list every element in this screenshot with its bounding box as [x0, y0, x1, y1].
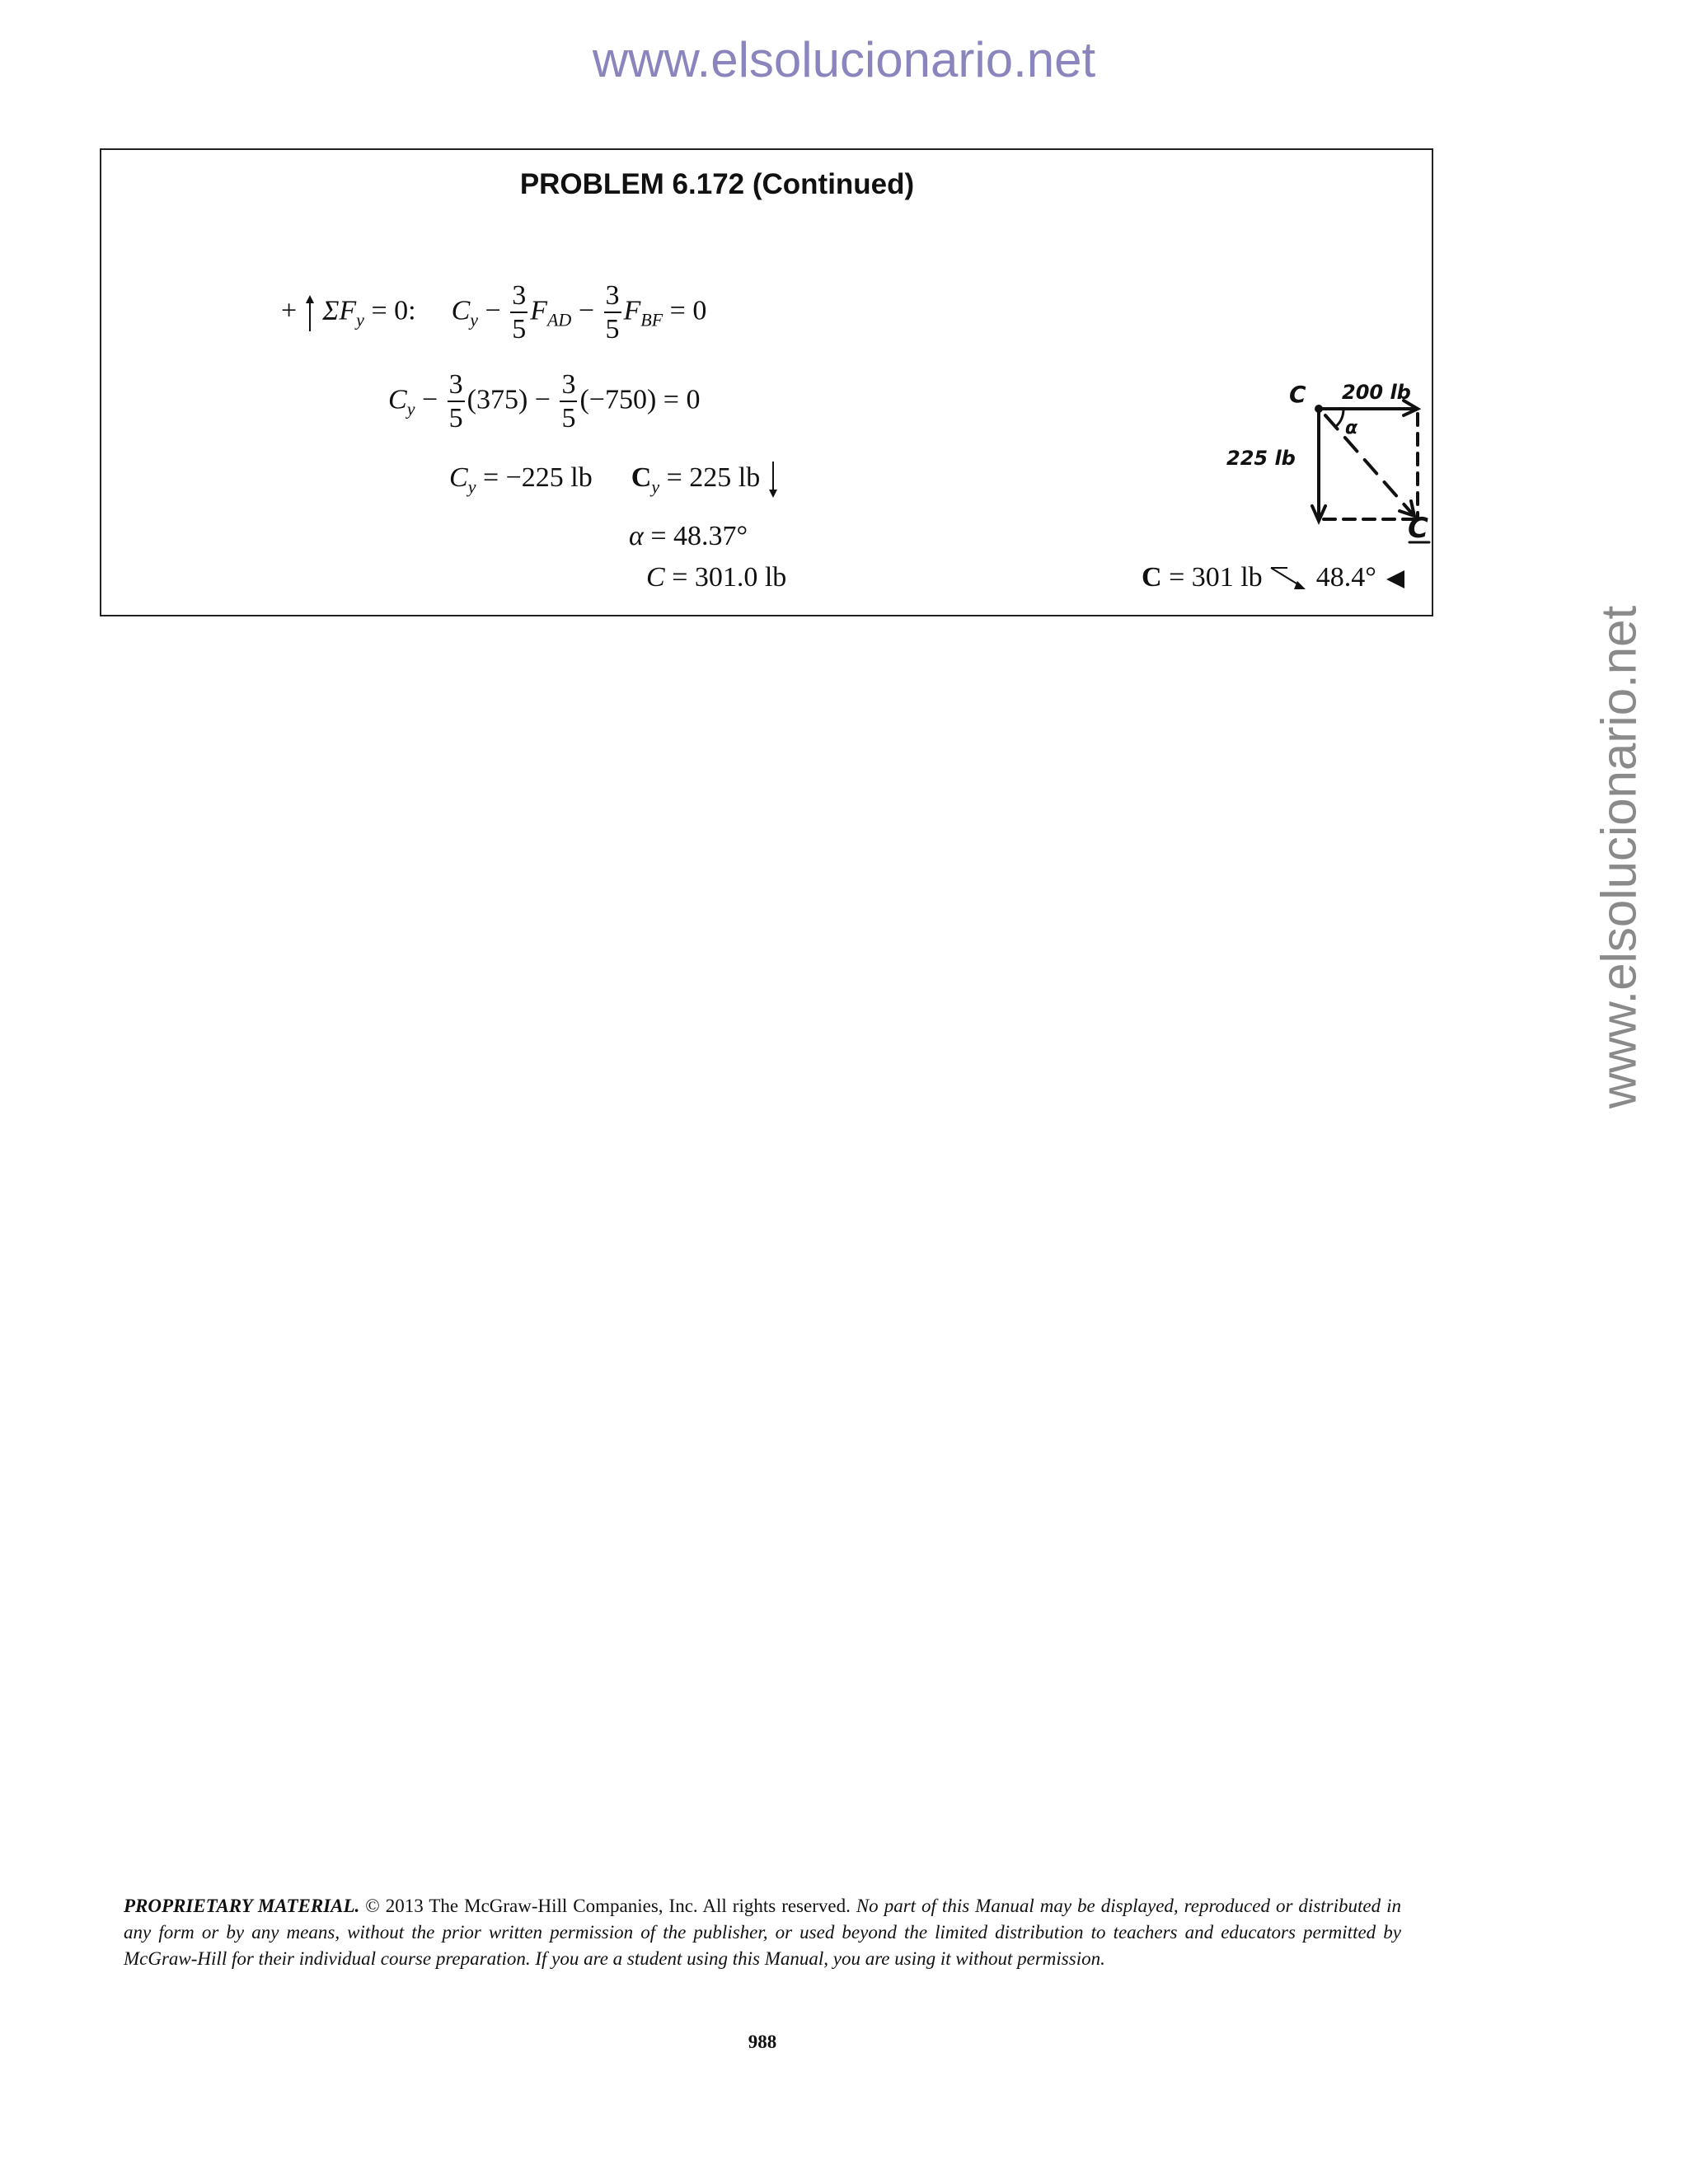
c-symbol: C: [646, 562, 665, 593]
page-number: 988: [748, 2032, 777, 2052]
footer-lead: PROPRIETARY MATERIAL.: [124, 1896, 360, 1916]
c-value: = 301.0 lb: [664, 562, 787, 593]
cy-symbol: C: [388, 384, 407, 415]
down-arrow-icon: [767, 462, 779, 498]
alpha-symbol: α: [629, 521, 644, 551]
f-bf-symbol: F: [623, 295, 641, 326]
fraction: [604, 282, 621, 344]
fraction-denominator: 5: [605, 314, 620, 344]
equation-alpha: [629, 523, 748, 551]
answer-value: = 301 lb: [1161, 562, 1263, 593]
equation-sum-fy: [281, 282, 706, 344]
alpha-value: = 48.37°: [643, 521, 748, 551]
plus-sign: +: [281, 295, 298, 326]
fraction-numerator: 3: [510, 282, 528, 313]
up-arrow-icon: [304, 295, 316, 331]
equals-zero: = 0: [663, 295, 707, 326]
sigma-f-sub: y: [356, 309, 364, 330]
answer-c-symbol: C: [1142, 562, 1162, 593]
footer-copyright: © 2013 The McGraw-Hill Companies, Inc. All rights reserved.: [359, 1896, 856, 1916]
f-ad-symbol: F: [530, 295, 547, 326]
cy-symbol: C: [449, 462, 468, 493]
cy-sub: y: [467, 476, 476, 497]
fraction-numerator: 3: [448, 371, 465, 402]
angle-arc: [1335, 409, 1343, 427]
answer-angle: 48.4°: [1315, 562, 1376, 593]
watermark-top: www.elsolucionario.net: [592, 32, 1096, 87]
point-c-dot: [1315, 405, 1323, 413]
resultant-force-arrow: [1325, 415, 1413, 514]
minus-sign: −: [478, 295, 509, 326]
footer-permission-text: No part of this Manual may be displayed, reproduced or distributed in any form or by any means, without the prior written permission of the publisher, or used beyond the limited distribution to teachers and educators permitted by McGraw-Hill for their individual course preparation. If you are a student using this Manual, you are using it without permission.: [124, 1896, 1401, 1969]
fraction-numerator: 3: [604, 282, 621, 313]
equation-c-magnitude: [646, 564, 786, 592]
cy-sub: y: [470, 309, 479, 330]
fraction: [510, 282, 528, 344]
value-minus-750: (−750) = 0: [579, 384, 701, 415]
f-bf-sub: BF: [640, 309, 663, 330]
equation-cy-result: [449, 462, 779, 498]
fraction: [560, 371, 577, 433]
fraction-denominator: 5: [512, 314, 527, 344]
cy-symbol: C: [451, 295, 471, 326]
cy-value: = −225 lb: [476, 462, 593, 493]
cy-vector-sub: y: [651, 476, 660, 497]
label-c: C: [1289, 381, 1306, 408]
problem-title: PROBLEM 6.172 (Continued): [519, 168, 915, 200]
fraction-denominator: 5: [448, 403, 463, 434]
label-200-lb: 200 lb: [1342, 381, 1411, 404]
sigma-f: ΣF: [322, 295, 357, 326]
footer-notice: [124, 1893, 1401, 1972]
minus-sign: −: [415, 384, 445, 415]
problem-box: [100, 148, 1433, 616]
fraction-denominator: 5: [561, 403, 576, 434]
equation-substitution: [388, 371, 700, 433]
eq-zero: = 0:: [363, 295, 416, 326]
cy-sub: y: [406, 398, 415, 419]
value-375: (375) −: [467, 384, 558, 415]
minus-sign: −: [571, 295, 602, 326]
label-result-c: C: [1408, 512, 1428, 545]
force-diagram: [1128, 381, 1474, 579]
fraction: [448, 371, 465, 433]
watermark-side: www.elsolucionario.net: [1591, 605, 1647, 1109]
cy-vector-symbol: C: [631, 462, 652, 493]
fraction-numerator: 3: [560, 371, 577, 402]
label-alpha: α: [1345, 418, 1358, 438]
cy-vector-value: = 225 lb: [659, 462, 761, 493]
f-ad-sub: AD: [546, 309, 572, 330]
label-225-lb: 225 lb: [1226, 447, 1296, 470]
